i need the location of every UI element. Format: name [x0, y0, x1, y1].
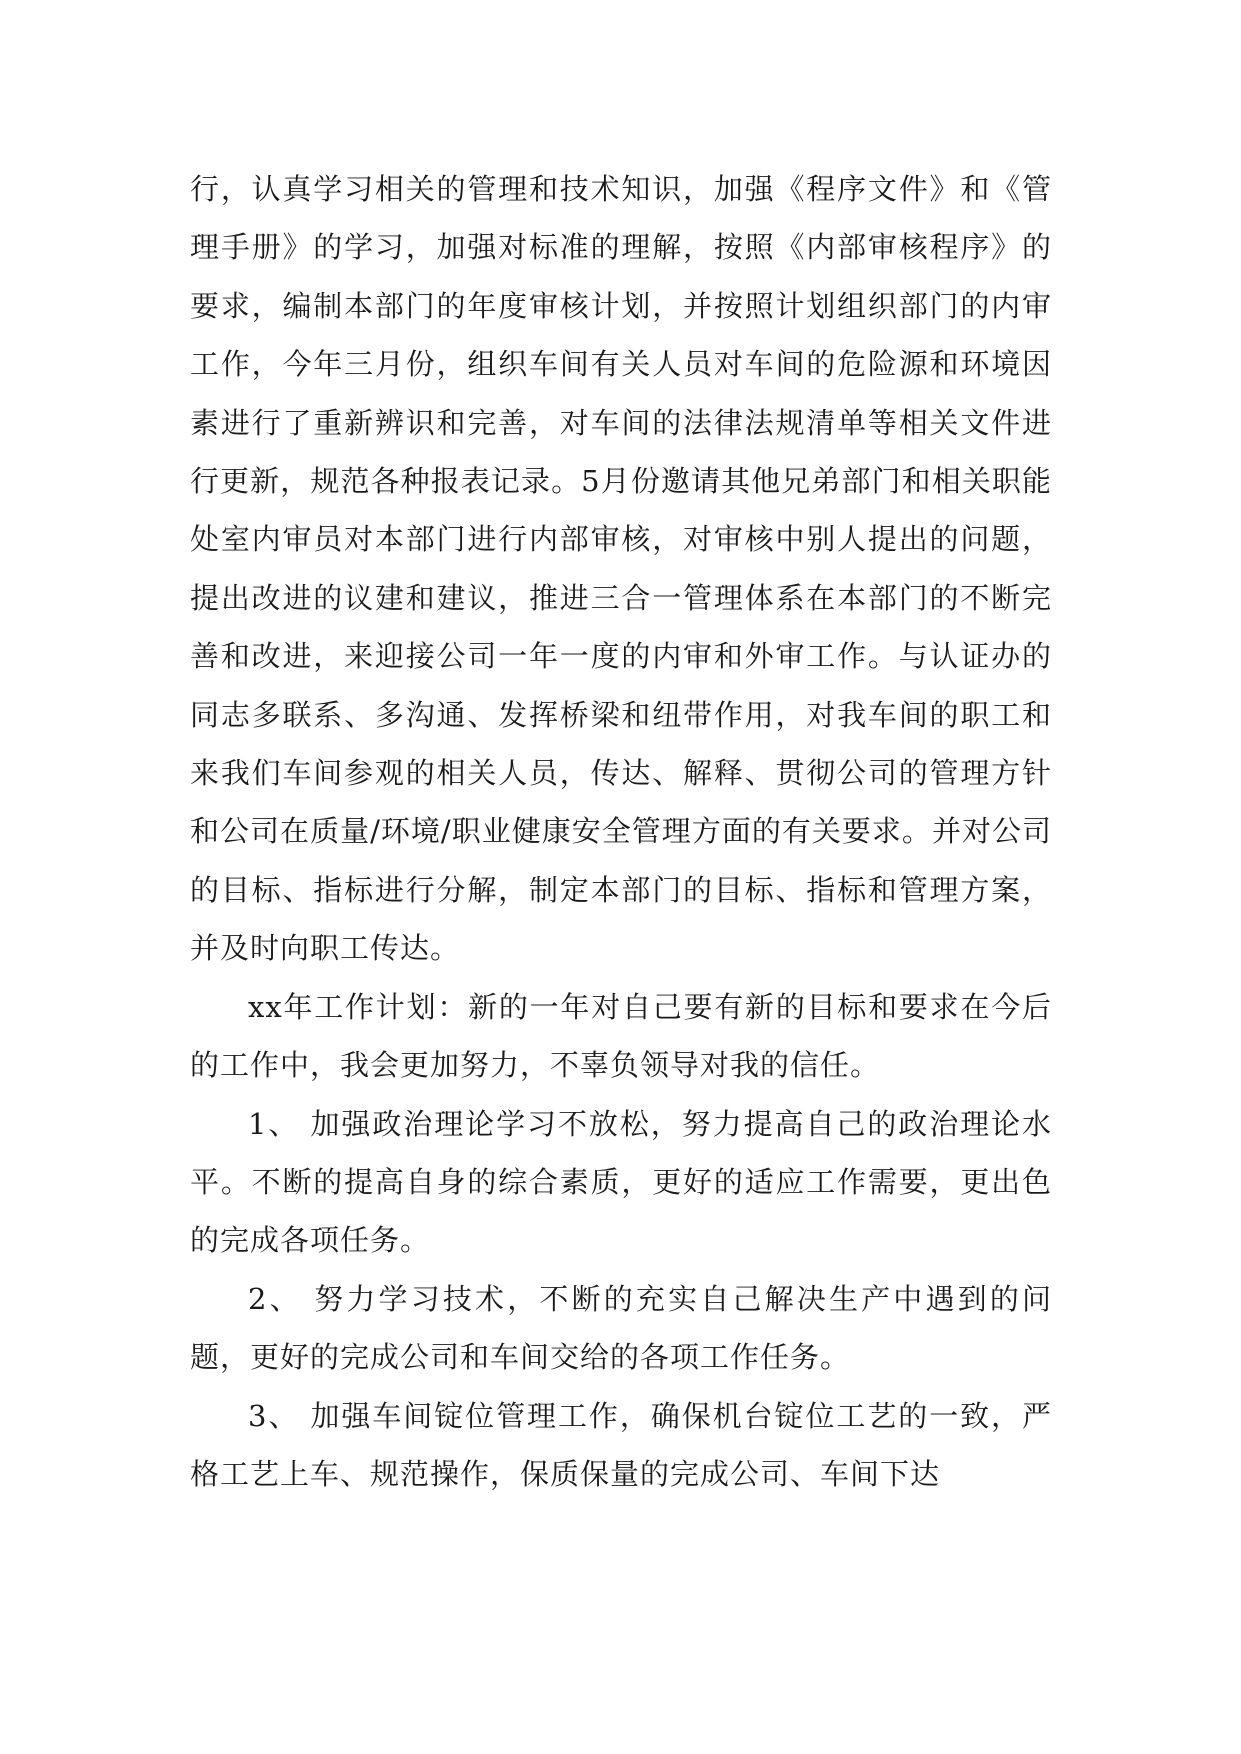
paragraph-work-plan: xx年工作计划：新的一年对自己要有新的目标和要求在今后的工作中，我会更加努力，不辜负领导对我的信任。 — [190, 989, 1052, 1083]
paragraph-item-3: 3、 加强车间锭位管理工作，确保机台锭位工艺的一致，严格工艺上车、规范操作，保质保量的完成公司、车间下达 — [190, 1398, 1052, 1491]
paragraph-continuation: 行，认真学习相关的管理和技术知识，加强《程序文件》和《管理手册》的学习，加强对标准的理解，按照《内部审核程序》的要求，编制本部门的年度审核计划，并按照计划组织部门的内审工作，今年三月份，组织车间有关人员对车间的危险源和环境因素进行了重新辨识和完善，对车间的法律法规清单等相关文件进行更新，规范各种报表记录。5月份邀请其他兄弟部门和相关职能处室内审员对本部门进行内部审核，对审核中别人提出的问题，提出改进的议建和建议，推进三合一管理体系在本部门的不断完善和改进，来迎接公司一年一度的内审和外审工作。与认证办的同志多联系、多沟通、发挥桥梁和纽带作用，对我车间的职工和来我们车间参观的相关人员，传达、解释、贯彻公司的管理方针和公司在质量/环境/职业健康安全管理方面的有关要求。并对公司的目标、指标进行分解，制定本部门的目标、指标和管理方案，并及时向职工传达。 — [190, 172, 1052, 966]
document-body — [190, 160, 1052, 1503]
paragraph-item-1: 1、 加强政治理论学习不放松，努力提高自己的政治理论水平。不断的提高自身的综合素质，更好的适应工作需要，更出色的完成各项任务。 — [190, 1106, 1052, 1258]
paragraph-item-2: 2、 努力学习技术，不断的充实自己解决生产中遇到的问题，更好的完成公司和车间交给的各项工作任务。 — [190, 1281, 1052, 1375]
